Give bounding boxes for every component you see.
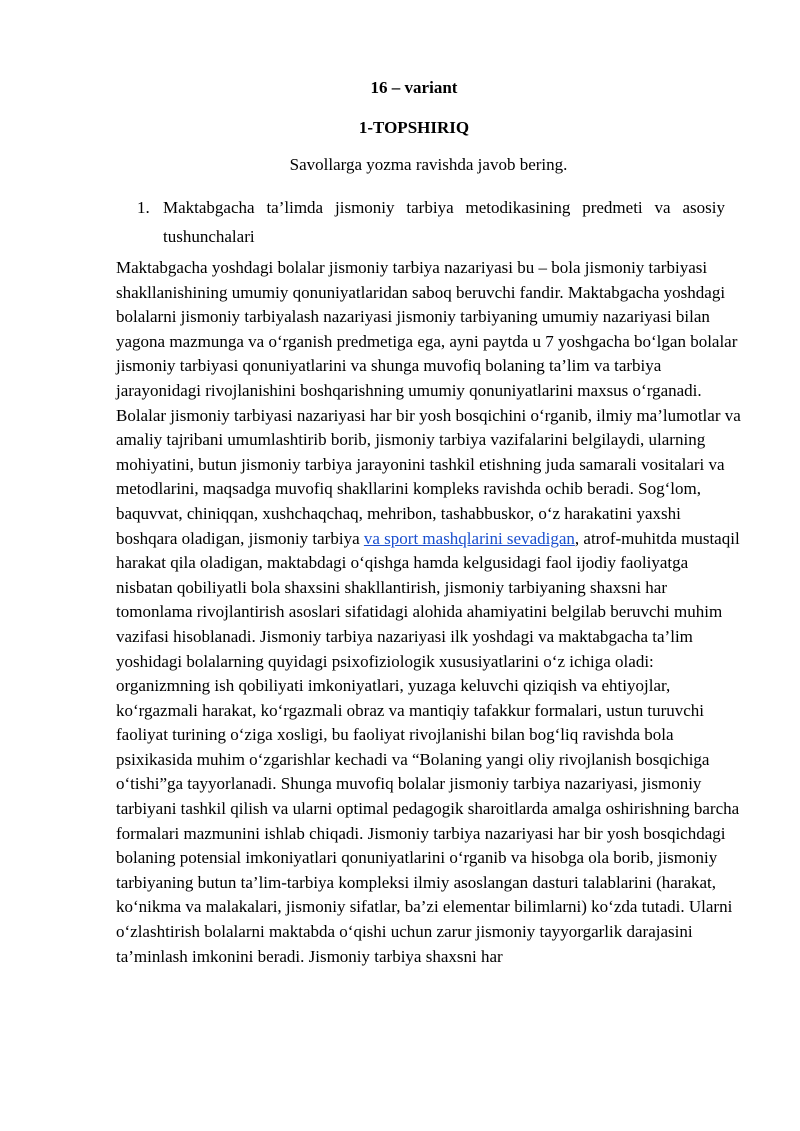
body-text-before-link: Maktabgacha yoshdagi bolalar jismoniy tarbiya nazariyasi bu – bola jismoniy tarbiyasi shakllanishining umumiy qonuniyatlaridan saboq beruvchi fandir. Maktabgacha yoshdagi bolalarni jismoniy tarbiyalash nazariyasi jismoniy tarbiyaning umumiy nazariyasi bilan yagona mazmunga va o‘rganish predmetiga ega, ayni paytda u 7 yoshgacha bo‘lgan bolalar jismoniy tarbiyasi qonuniyatlarini va shunga muvofiq bolaning ta’lim va tarbiya jarayonidagi rivojlanishini boshqarishning umumiy qonuniyatlarini maxsus o‘rganadi. Bolalar jismoniy tarbiyasi nazariyasi har bir yosh bosqichini o‘rganib, ilmiy ma’lumotlar va amaliy tajribani umumlashtirib borib, jismoniy tarbiya vazifalarini belgilaydi, ularning mohiyatini, butun jismoniy tarbiya jarayonini tashkil etishning juda samarali vositalari va metodlarini, maqsadga muvofiq shakllarini kompleks ravishda ochib beradi. Sog‘lom, baquvvat, chiniqqan, xushchaqchaq, mehribon, tashabbuskor, o‘z harakatini yaxshi boshqara oladigan, jismoniy tarbiya (116, 258, 741, 548)
question-number: 1. (137, 198, 150, 217)
question-text: Maktabgacha ta’limda jismoniy tarbiya metodikasining predmeti va asosiy tushunchalari (163, 198, 725, 246)
instruction-text: Savollarga yozma ravishda javob bering. (289, 155, 568, 174)
body-paragraph (116, 256, 746, 969)
question-item (137, 193, 725, 251)
sport-exercises-link[interactable]: va sport mashqlarini sevadigan (363, 528, 575, 548)
body-text-after-link: , atrof-muhitda mustaqil harakat qila oladigan, maktabdagi o‘qishga hamda kelgusidagi faol ijodiy faoliyatga nisbatan qobiliyatli bola shaxsini shakllantirish, jismoniy tarbiyaning shaxsni har tomonlama rivojlantirish asoslari sifatidagi alohida ahamiyatini belgilab beruvchi muhim vazifasi hisoblanadi. Jismoniy tarbiya nazariyasi ilk yoshdagi va maktabgacha ta’lim yoshidagi bolalarning quyidagi psixofiziologik xususiyatlarini o‘z ichiga oladi: organizmning ish qobiliyati imkoniyatlari, yuzaga keluvchi qiziqish va ehtiyojlar, ko‘rgazmali harakat, ko‘rgazmali obraz va mantiqiy tafakkur formalari, ustun turuvchi faoliyat turining o‘ziga xosligi, bu faoliyat rivojlanishi bilan bog‘liq ravishda bola psixikasida muhim o‘zgarishlar kechadi va “Bolaning yangi oliy rivojlanish bosqichiga o‘tishi”ga tayyorlanadi. Shunga muvofiq bolalar jismoniy tarbiya nazariyasi, jismoniy tarbiyani tashkil qilish va ularni optimal pedagogik sharoitlarda amalga oshirishning barcha formalari mazmunini ishlab chiqadi. Jismoniy tarbiya nazariyasi har bir yosh bosqichdagi bolaning potensial imkoniyatlari qonuniyatlarini o‘rganib va hisobga ola borib, jismoniy tarbiyaning butun ta’lim-tarbiya kompleksi ilmiy asoslangan dasturi talablarini (harakat, ko‘nikma va malakalari, jismoniy sifatlar, ba’zi elementar bilimlarni) ko‘zda tutadi. Ularni o‘zlashtirish bolalarni maktabda o‘qishi uchun zarur jismoniy tayyorgarlik darajasini ta’minlash imkonini beradi. Jismoniy tarbiya shaxsni har (116, 528, 740, 966)
task-title: 1-TOPSHIRIQ (358, 118, 470, 137)
variant-title: 16 – variant (370, 78, 458, 97)
